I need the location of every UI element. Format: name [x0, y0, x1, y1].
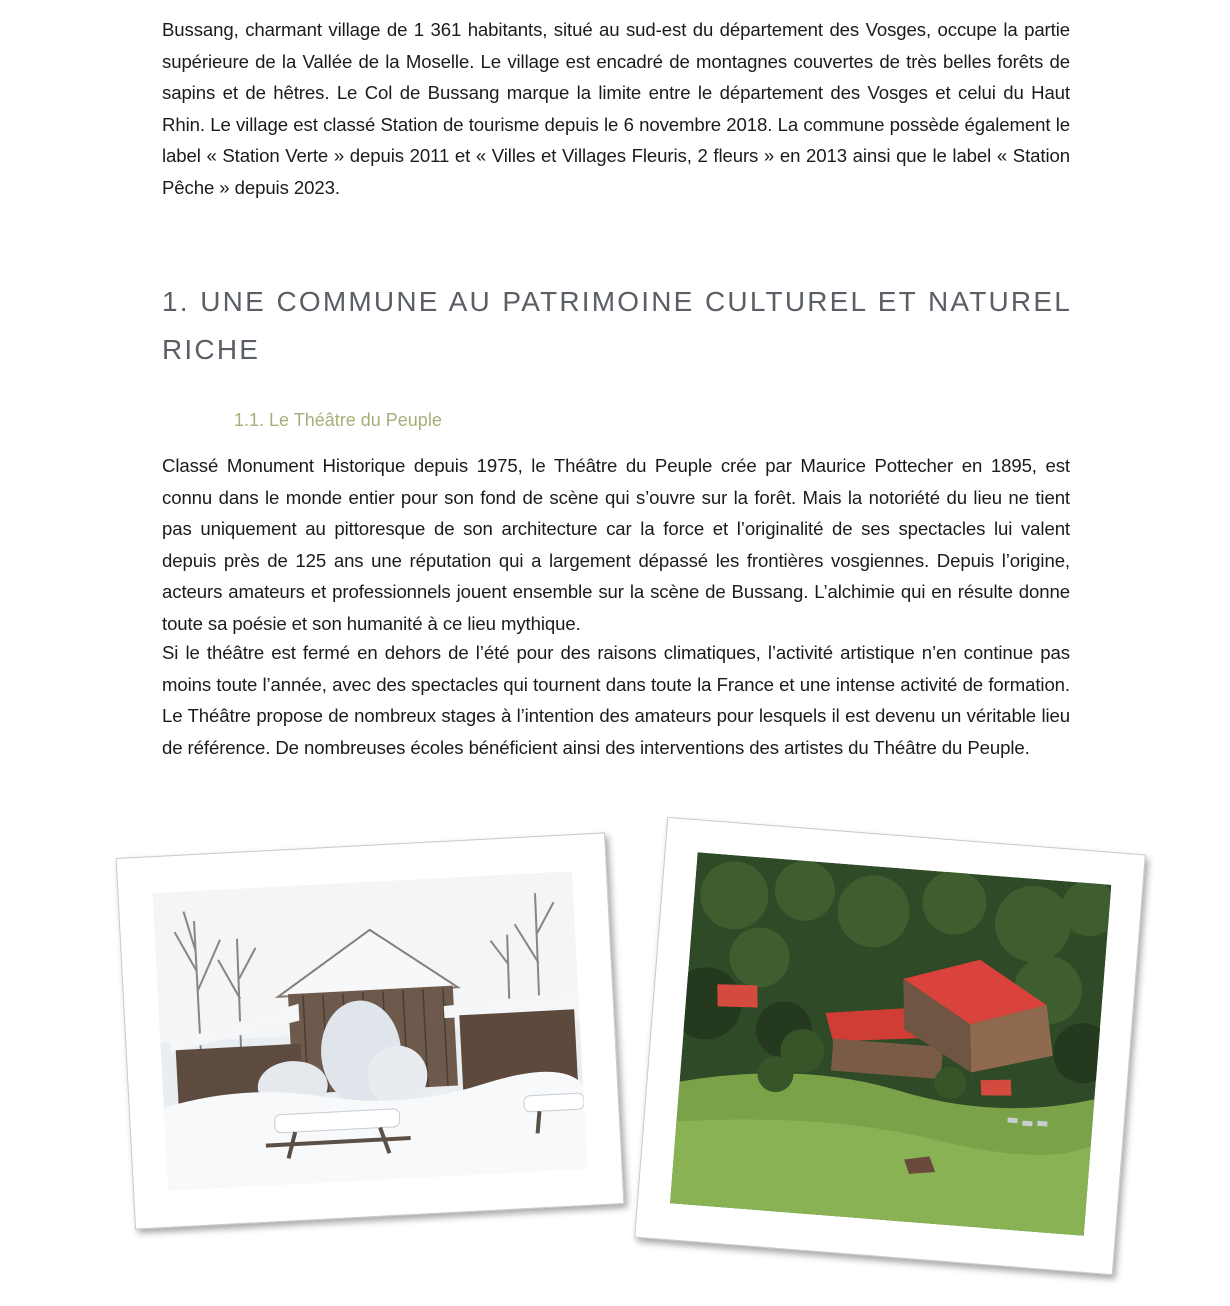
photo-theatre-summer-frame — [634, 817, 1146, 1275]
photo-theatre-winter — [152, 871, 587, 1191]
theatre-paragraph-2: Si le théâtre est fermé en dehors de l’été pour des raisons climatiques, l’activité artistique n’en continue pas moins toute l’année, avec des spectacles qui tournent dans toute la France et une intense activité de formation. Le Théâtre propose de nombreux stages à l’intention des amateurs pour lesquels il est devenu un véritable lieu de référence. De nombreuses écoles bénéficient ainsi des interventions des artistes du Théâtre du Peuple. — [162, 642, 1070, 758]
photo-theatre-summer — [670, 852, 1111, 1235]
photo-theatre-winter-frame — [116, 832, 625, 1229]
intro-paragraph: Bussang, charmant village de 1 361 habitants, situé au sud-est du département des Vosges, occupe la partie supérieure de la Vallée de la Moselle. Le village est encadré de montagnes couvertes de très belles forêts de sapins et de hêtres. Le Col de Bussang marque la limite entre le département des Vosges et celui du Haut Rhin. Le village est classé Station de tourisme depuis le 6 novembre 2018. La commune possède également le label « Station Verte » depuis 2011 et « Villes et Villages Fleuris, 2 fleurs » en 2013 ainsi que le label « Station Pêche » depuis 2023. — [162, 19, 1070, 198]
theatre-paragraph-1: Classé Monument Historique depuis 1975, le Théâtre du Peuple crée par Maurice Pottecher en 1895, est connu dans le monde entier pour son fond de scène qui s’ouvre sur la forêt. Mais la notoriété du lieu ne tient pas uniquement au pittoresque de son architecture car la force et l’originalité de ses spectacles lui valent depuis près de 125 ans une réputation qui a largement dépassé les frontières vosgiennes. Depuis l’origine, acteurs amateurs et professionnels jouent ensemble sur la scène de Bussang. L’alchimie qui en résulte donne toute sa poésie et son humanité à ce lieu mythique. — [162, 455, 1070, 634]
subsection-title: 1.1. Le Théâtre du Peuple — [234, 410, 442, 430]
section-title: 1. UNE COMMUNE AU PATRIMOINE CULTUREL ET NATUREL RICHE — [162, 286, 1072, 365]
